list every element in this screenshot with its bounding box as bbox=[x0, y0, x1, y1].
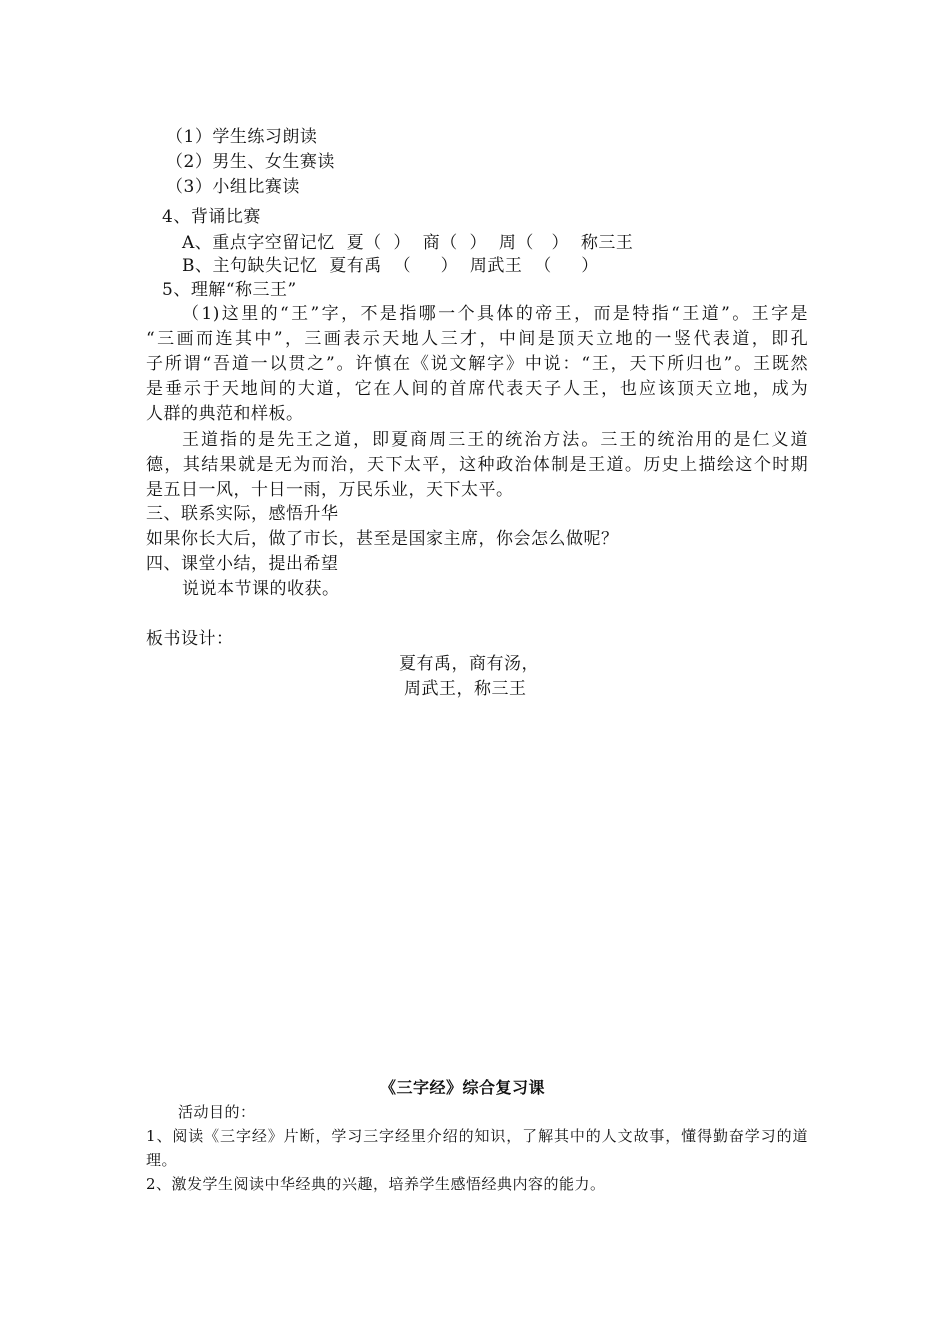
recite-item-a: A、重点字空留记忆 夏（ ） 商（ ） 周（ ） 称三王 bbox=[182, 233, 634, 253]
read-item-2: （2）男生、女生赛读 bbox=[166, 152, 335, 172]
section4-text: 说说本节课的收获。 bbox=[182, 579, 340, 599]
para1-line-2: “三画而连其中”，三画表示天地人三才，中间是顶天立地的一竖代表道，即孔 bbox=[146, 329, 808, 349]
review-title: 《三字经》综合复习课 bbox=[380, 1078, 546, 1097]
section3-heading: 三、联系实际，感悟升华 bbox=[146, 504, 339, 524]
para1-line-4: 是垂示于天地间的大道，它在人间的首席代表天子人王，也应该顶天立地，成为 bbox=[146, 379, 808, 399]
section4-heading: 四、课堂小结，提出希望 bbox=[146, 554, 339, 574]
understand-heading: 5、理解“称三王” bbox=[162, 280, 297, 300]
recite-heading: 4、背诵比赛 bbox=[162, 207, 261, 227]
para2-line-3: 是五日一风，十日一雨，万民乐业，天下太平。 bbox=[146, 480, 514, 500]
para1-line-3: 子所谓“吾道一以贯之”。许慎在《说文解字》中说：“王，天下所归也”。王既然 bbox=[146, 354, 808, 374]
board-label: 板书设计： bbox=[146, 629, 234, 649]
read-item-1: （1）学生练习朗读 bbox=[166, 127, 318, 147]
review-goal-1-line-2: 理。 bbox=[146, 1151, 178, 1169]
recite-item-b: B、主句缺失记忆 夏有禹 （ ） 周武王 （ ） bbox=[182, 256, 599, 276]
review-goal-label: 活动目的： bbox=[178, 1103, 256, 1121]
board-line-2: 周武王，称三王 bbox=[404, 679, 527, 699]
review-goal-2: 2、激发学生阅读中华经典的兴趣，培养学生感悟经典内容的能力。 bbox=[146, 1175, 606, 1193]
section3-text: 如果你长大后，做了市长，甚至是国家主席，你会怎么做呢？ bbox=[146, 529, 619, 549]
para2-line-2: 德，其结果就是无为而治，天下太平，这种政治体制是王道。历史上描绘这个时期 bbox=[146, 455, 808, 475]
para2-line-1: 王道指的是先王之道，即夏商周三王的统治方法。三王的统治用的是仁义道 bbox=[182, 430, 808, 450]
review-goal-1-line-1: 1、阅读《三字经》片断，学习三字经里介绍的知识，了解其中的人文故事，懂得勤奋学习的道 bbox=[146, 1127, 808, 1145]
para1-line-1: （1)这里的“王”字，不是指哪一个具体的帝王，而是特指“王道”。王字是 bbox=[182, 304, 808, 324]
para1-line-5: 人群的典范和样板。 bbox=[146, 404, 304, 424]
board-line-1: 夏有禹，商有汤， bbox=[399, 654, 539, 674]
read-item-3: （3）小组比赛读 bbox=[166, 177, 300, 197]
